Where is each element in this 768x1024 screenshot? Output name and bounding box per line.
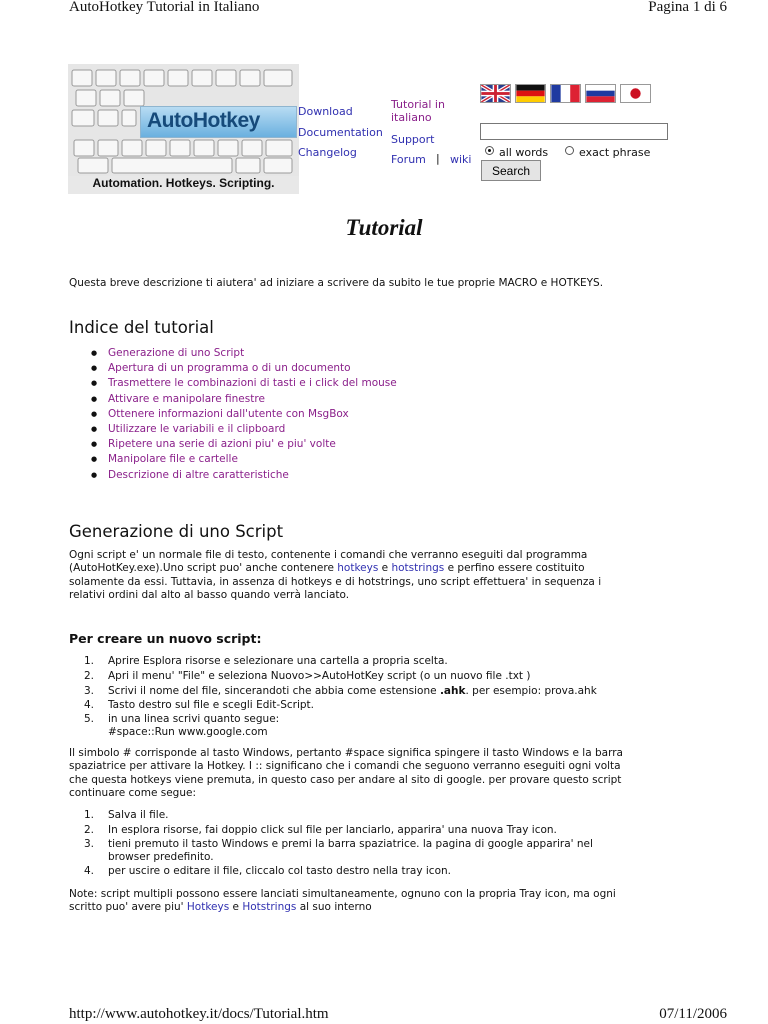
toc-item[interactable]: ● Manipolare file e cartelle — [92, 452, 397, 467]
tutorial-link-line2[interactable]: italiano — [391, 111, 432, 124]
section-heading: Generazione di uno Script — [69, 522, 284, 541]
tutorial-link-line1[interactable]: Tutorial in — [391, 98, 445, 111]
hotkeys-link[interactable]: hotkeys — [337, 562, 379, 575]
autohotkey-logo[interactable] — [68, 64, 299, 194]
japan-flag-icon[interactable] — [620, 84, 651, 103]
documentation-link[interactable]: Documentation — [298, 126, 383, 139]
logo-text: AutoHotkey — [147, 109, 260, 132]
page-number: Pagina 1 di 6 — [648, 0, 727, 15]
france-flag-icon[interactable] — [550, 84, 581, 103]
toc-item[interactable]: ● Utilizzare le variabili e il clipboard — [92, 422, 397, 437]
intro-text: Questa breve descrizione ti aiutera' ad iniziare a scrivere da subito le tue proprie MACRO e HOTKEYS. — [69, 277, 604, 289]
search-button[interactable]: Search — [481, 160, 541, 181]
download-link[interactable]: Download — [298, 105, 353, 118]
forum-link[interactable]: Forum — [391, 153, 426, 166]
list-item: 1. Salva il file. — [84, 809, 169, 821]
list-item: 1. Aprire Esplora risorse e selezionare una cartella a propria scelta. — [84, 655, 448, 667]
steps-list-2 — [84, 808, 593, 879]
toc-item[interactable]: ● Ottenere informazioni dall'utente con MsgBox — [92, 407, 397, 422]
section-paragraph: Il simbolo # corrisponde al tasto Windows, pertanto #space significa spingere il tasto Windows e la barra spaziatrice per attivare la Hotkey. I :: significano che i comandi che seguono verranno eseguiti ogni volta che questa hotkeys viene premuta, in questo caso per andare al sito di google. per provare questo script continuare come segue: — [69, 747, 623, 800]
logo-banner — [140, 106, 297, 138]
toc-heading: Indice del tutorial — [69, 318, 214, 337]
all-words-radio[interactable] — [485, 146, 494, 155]
support-link[interactable]: Support — [391, 133, 435, 146]
toc-item[interactable]: ● Apertura di un programma o di un documento — [92, 361, 397, 376]
wiki-link[interactable]: wiki — [450, 153, 472, 166]
subheading-new-script: Per creare un nuovo script: — [69, 631, 262, 646]
footer-url: http://www.autohotkey.it/docs/Tutorial.htm — [69, 1006, 329, 1022]
search-input[interactable] — [480, 123, 668, 140]
germany-flag-icon[interactable] — [515, 84, 546, 103]
toc-item[interactable]: ● Trasmettere le combinazioni di tasti e i click del mouse — [92, 376, 397, 391]
page-title: Tutorial — [345, 215, 423, 240]
toc-item[interactable]: ● Ripetere una serie di azioni piu' e piu' volte — [92, 437, 397, 452]
code-sample: #space::Run www.google.com — [108, 726, 268, 739]
section-paragraph: Ogni script e' un normale file di testo, contenente i comandi che verranno eseguiti dal programma (AutoHotKey.exe).Uno script puo' anche contenere hotkeys e hotstrings e perfino essere costituito solamente da essi. Tuttavia, in assenza di hotkeys e di hotstrings, uno script effettuera' in sequenza i relativi ordini dal alto al basso quando verrà lanciato. — [69, 549, 602, 602]
page-header-title: AutoHotkey Tutorial in Italiano — [69, 0, 260, 15]
list-item: 4. per uscire o editare il file, cliccalo col tasto destro nella tray icon. — [84, 865, 451, 878]
steps-list — [84, 654, 597, 739]
toc-item[interactable]: ● Generazione di uno Script — [92, 346, 397, 361]
hotstrings-link[interactable]: Hotstrings — [242, 901, 297, 914]
list-item: 3. Scrivi il nome del file, sincerandoti che abbia come estensione .ahk. per esempio: prova.ahk — [84, 684, 597, 697]
toc-list — [92, 346, 397, 483]
list-item: 2. In esplora risorse, fai doppio click sul file per lanciarlo, apparira' una nuova Tray icon. — [84, 823, 557, 836]
footer-date: 07/11/2006 — [659, 1006, 727, 1022]
uk-flag-icon[interactable] — [480, 84, 511, 103]
exact-phrase-label: exact phrase — [579, 146, 651, 159]
nav-separator: | — [436, 152, 440, 165]
hotstrings-link[interactable]: hotstrings — [391, 562, 445, 575]
toc-item[interactable]: ● Attivare e manipolare finestre — [92, 392, 397, 407]
list-item: 5. in una linea scrivi quanto segue: #space::Run www.google.com — [84, 713, 280, 739]
all-words-label: all words — [499, 146, 549, 159]
exact-phrase-radio[interactable] — [565, 146, 574, 155]
list-item: 2. Apri il menu' "File" e seleziona Nuovo>>AutoHotKey script (o un nuovo file .txt ) — [84, 669, 531, 682]
russia-flag-icon[interactable] — [585, 84, 616, 103]
list-item: 4. Tasto destro sul file e scegli Edit-Script. — [84, 699, 314, 712]
changelog-link[interactable]: Changelog — [298, 146, 357, 159]
hotkeys-link[interactable]: Hotkeys — [186, 901, 230, 914]
toc-item[interactable]: ● Descrizione di altre caratteristiche — [92, 468, 397, 483]
logo-tagline: Automation. Hotkeys. Scripting. — [92, 176, 275, 190]
list-item: 3. tieni premuto il tasto Windows e premi la barra spaziatrice. la pagina di google apparira' nel browser predefinito. — [84, 837, 593, 863]
note-paragraph: Note: script multipli possono essere lanciati simultaneamente, ognuno con la propria Tray icon, ma ogni scritto puo' avere piu' Hotkeys e Hotstrings al suo interno — [69, 888, 616, 914]
